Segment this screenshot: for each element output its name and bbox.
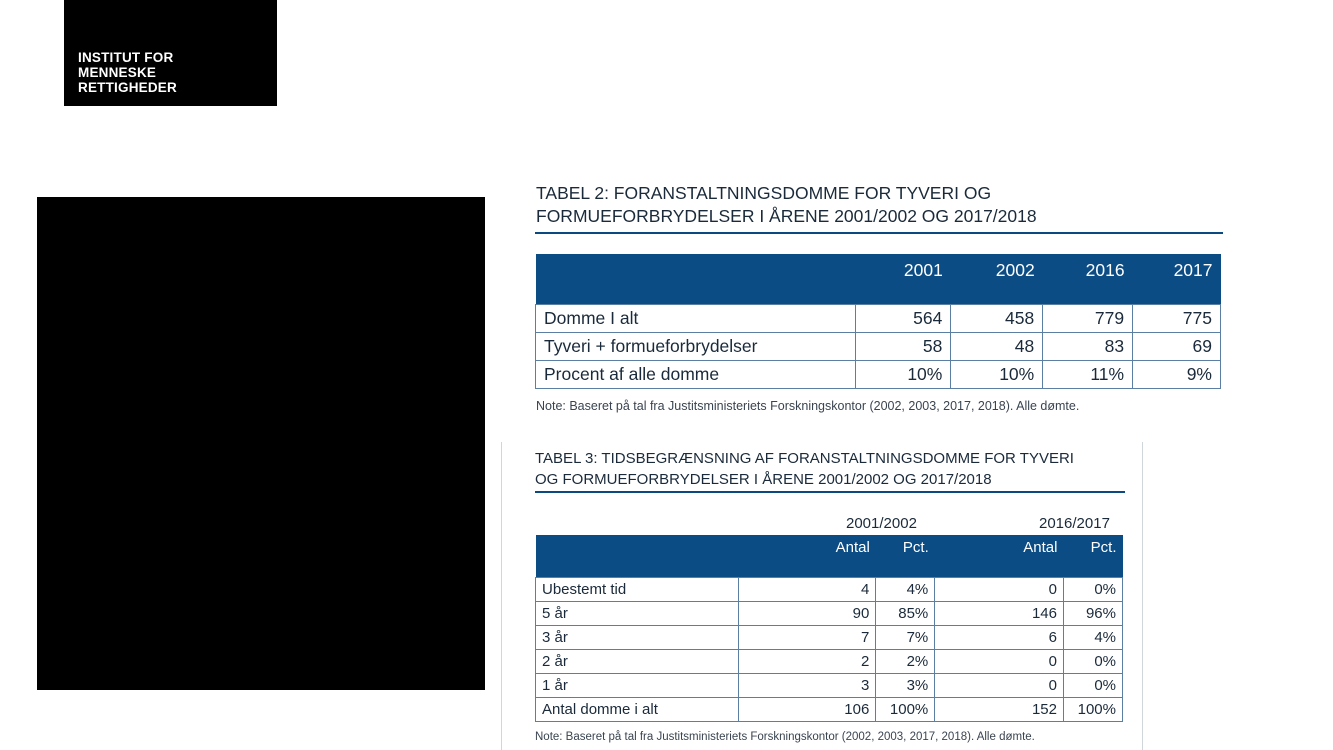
table-row: [536, 601, 1123, 625]
table2: [535, 254, 1221, 389]
black-image-panel: [37, 197, 485, 690]
table2-header-row: [536, 254, 1221, 304]
table-cell: 6: [935, 625, 1064, 649]
row-label: 2 år: [536, 649, 739, 673]
institute-logo: [64, 0, 277, 106]
table-cell: 775: [1133, 304, 1221, 332]
table3-header-cell: Antal: [935, 535, 1064, 577]
table3-header-cell: Pct.: [1063, 535, 1122, 577]
table-cell: 9%: [1133, 360, 1221, 388]
table-cell: 4: [738, 577, 876, 601]
table3-title-line: TABEL 3: TIDSBEGRÆNSNING AF FORANSTALTNINGSDOMME FOR TYVERI: [535, 450, 1074, 467]
row-label: Antal domme i alt: [536, 697, 739, 721]
table-cell: 146: [935, 601, 1064, 625]
row-label: Procent af alle domme: [536, 360, 856, 388]
logo-line: MENNESKE: [78, 65, 157, 80]
table-cell: 0%: [1063, 649, 1122, 673]
table-cell: 100%: [1063, 697, 1122, 721]
table-cell: 0: [935, 649, 1064, 673]
table-row: [536, 649, 1123, 673]
table-row: [536, 577, 1123, 601]
table2-note: Note: Baseret på tal fra Justitsministeriets Forskningskontor (2002, 2003, 2017, 2018). Alle dømte.: [536, 399, 1080, 413]
table-cell: 4%: [1063, 625, 1122, 649]
table-row: [536, 697, 1123, 721]
row-label: 3 år: [536, 625, 739, 649]
table-cell: 458: [951, 304, 1043, 332]
table-cell: 7%: [876, 625, 935, 649]
table-cell: 2%: [876, 649, 935, 673]
table3-note: Note: Baseret på tal fra Justitsministeriets Forskningskontor (2002, 2003, 2017, 2018). Alle dømte.: [535, 731, 1035, 743]
table-row: [536, 360, 1221, 388]
table-row: [536, 332, 1221, 360]
row-label: Ubestemt tid: [536, 577, 739, 601]
table-cell: 3%: [876, 673, 935, 697]
table3-title: [535, 448, 1074, 490]
group-label-2001-2002: 2001/2002: [846, 515, 917, 532]
table3-header-cell: [536, 535, 739, 577]
table-cell: 0: [935, 673, 1064, 697]
table3-title-line: OG FORMUEFORBRYDELSER I ÅRENE 2001/2002 OG 2017/2018: [535, 471, 992, 488]
table2-title: [536, 182, 1037, 228]
row-label: 1 år: [536, 673, 739, 697]
group-label-2016-2017: 2016/2017: [1039, 515, 1110, 532]
table-cell: 83: [1043, 332, 1133, 360]
divider-right: [1142, 442, 1143, 750]
table3-rule: [535, 491, 1125, 493]
table-cell: 2: [738, 649, 876, 673]
table-cell: 48: [951, 332, 1043, 360]
table-cell: 152: [935, 697, 1064, 721]
table-cell: 58: [855, 332, 951, 360]
table-cell: 11%: [1043, 360, 1133, 388]
logo-line: RETTIGHEDER: [78, 80, 177, 95]
table3-header-cell: Pct.: [876, 535, 935, 577]
table-cell: 564: [855, 304, 951, 332]
table3-header-cell: Antal: [738, 535, 876, 577]
table2-rule: [535, 232, 1223, 234]
table-cell: 0: [935, 577, 1064, 601]
table2-header-cell: 2016: [1043, 254, 1133, 304]
row-label: Tyveri + formueforbrydelser: [536, 332, 856, 360]
row-label: Domme I alt: [536, 304, 856, 332]
row-label: 5 år: [536, 601, 739, 625]
table-cell: 779: [1043, 304, 1133, 332]
table-cell: 0%: [1063, 577, 1122, 601]
table-cell: 0%: [1063, 673, 1122, 697]
table-cell: 7: [738, 625, 876, 649]
table-cell: 4%: [876, 577, 935, 601]
table-cell: 96%: [1063, 601, 1122, 625]
table-row: [536, 625, 1123, 649]
table-cell: 85%: [876, 601, 935, 625]
table2-header-cell: 2002: [951, 254, 1043, 304]
table-cell: 106: [738, 697, 876, 721]
table2-title-line: TABEL 2: FORANSTALTNINGSDOMME FOR TYVERI OG: [536, 183, 992, 203]
table-cell: 10%: [855, 360, 951, 388]
table3: [535, 535, 1123, 722]
table-cell: 90: [738, 601, 876, 625]
logo-text: [78, 50, 177, 95]
table-cell: 3: [738, 673, 876, 697]
table3-header-row: [536, 535, 1123, 577]
table-cell: 10%: [951, 360, 1043, 388]
table2-header-cell: 2001: [855, 254, 951, 304]
divider-left: [501, 442, 502, 750]
table-cell: 100%: [876, 697, 935, 721]
table-row: [536, 673, 1123, 697]
logo-line: INSTITUT FOR: [78, 50, 174, 65]
table-cell: 69: [1133, 332, 1221, 360]
table2-header-cell: 2017: [1133, 254, 1221, 304]
table-row: [536, 304, 1221, 332]
table2-header-cell: [536, 254, 856, 304]
table2-title-line: FORMUEFORBRYDELSER I ÅRENE 2001/2002 OG 2017/2018: [536, 206, 1037, 226]
